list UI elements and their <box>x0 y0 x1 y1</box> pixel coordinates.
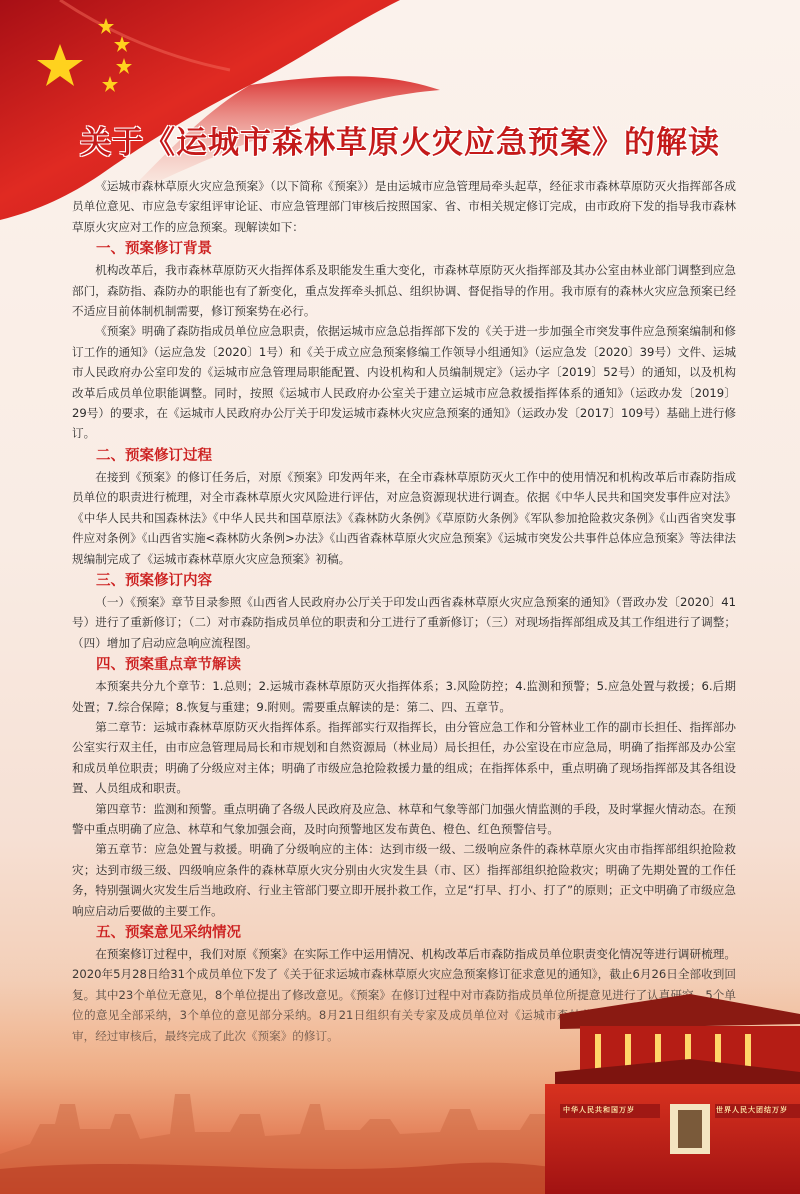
section-paragraph: 第五章节：应急处置与救援。明确了分级响应的主体：达到市级一级、二级响应条件的森林草原火灾由市指挥部组织抢险救灾；达到市级三级、四级响应条件的森林草原火灾分别由火灾发生县（市、区）指挥部组织抢险救灾；明确了先期处置的工作任务，特别强调火灾发生后当地政府、行业主管部门要立即开展扑救工作，立足“打早、打小、打了”的原则；正文中明确了市级应急响应启动后要做的主要工作。 <box>72 842 736 918</box>
tiananmen-gate-icon <box>545 994 800 1194</box>
section-paragraph: 第四章节：监测和预警。重点明确了各级人民政府及应急、林草和气象等部门加强火情监测的手段，及时掌握火情动态。在预警中重点明确了应急、林草和气象加强会商，及时向预警地区发布黄色、橙色、红色预警信号。 <box>72 801 736 836</box>
section-heading: 三、预案修订内容 <box>96 572 212 589</box>
gate-slogan-left: 中华人民共和国万岁 <box>563 1106 635 1114</box>
page-title: 关于《运城市森林草原火灾应急预案》的解读 <box>80 125 720 161</box>
section-heading: 四、预案重点章节解读 <box>96 657 241 674</box>
intro-paragraph: 《运城市森林草原火灾应急预案》（以下简称《预案》）是由运城市应急管理局牵头起草，经征求市森林草原防灭火指挥部各成员单位意见、市应急专家组评审论证、市应急管理部门审核后按照国家、省、市相关规定修订完成，由市政府下发的指导我市森林草原火灾应对工作的应急预案。现解读如下： <box>72 179 736 234</box>
section-paragraph: 在接到《预案》的修订任务后，对原《预案》印发两年来，在全市森林草原防灭火工作中的使用情况和机构改革后市森防指成员单位的职责进行梳理，对全市森林草原火灾风险进行评估，对应急资源现状进行调查。依据《中华人民共和国突发事件应对法》《中华人民共和国森林法》《中华人民共和国草原法》《森林防火条例》《草原防火条例》《军队参加抢险救灾条例》《山西省突发事件应对条例》《山西省实施<森林防火条例>办法》《山西省森林草原火灾应急预案》《运城市突发公共事件总体应急预案》等法律法规编制完成了《运城市森林草原火灾应急预案》初稿。 <box>72 469 736 566</box>
section-paragraph: 本预案共分九个章节：1.总则；2.运城市森林草原防灭火指挥体系；3.风险防控；4.监测和预警；5.应急处置与救援；6.后期处置；7.综合保障；8.恢复与重建；9.附则。需要重点解读的是：第二、四、五章节。 <box>72 679 736 714</box>
section-heading: 五、预案意见采纳情况 <box>96 925 241 941</box>
gate-slogan-right: 世界人民大团结万岁 <box>716 1106 788 1114</box>
section-paragraph: 机构改革后，我市森林草原防灭火指挥体系及职能发生重大变化，市森林草原防灭火指挥部及其办公室由林业部门调整到应急部门，森防指、森防办的职能也有了新变化，重点发挥牵头抓总、组织协调、督促指导的作用。我市原有的森林火灾应急预案已经不适应目前体制机制需要，修订预案势在必行。 <box>72 263 736 319</box>
section-paragraph: （一）《预案》章节目录参照《山西省人民政府办公厅关于印发山西省森林草原火灾应急预案的通知》（晋政办发〔2020〕41号）进行了重新修订；（二）对市森防指成员单位的职责和分工进行了重新修订；（三）对现场指挥部组成及其工作组进行了调整；（四）增加了启动应急响应流程图。 <box>72 594 736 650</box>
section-paragraph: 第二章节：运城市森林草原防灭火指挥体系。指挥部实行双指挥长，由分管应急工作和分管林业工作的副市长担任、指挥部办公室实行双主任，由市应急管理局局长和市规划和自然资源局（林业局）局长担任，办公室设在市应急局，明确了指挥部及办公室和成员单位职责；明确了分级应对主体；明确了市级应急抢险救援力量的组成；在指挥体系中，重点明确了现场指挥部及其各组设置、人员组成和职责。 <box>72 719 736 796</box>
section-paragraph: 《预案》明确了森防指成员单位应急职责，依据运城市应急总指挥部下发的《关于进一步加强全市突发事件应急预案编制和修订工作的通知》（运应急发〔2020〕1号）和《关于成立应急预案修编工作领导小组通知》（运应急发〔2020〕39号）文件、运城市人民政府办公室印发的《运城市应急管理局职能配置、内设机构和人员编制规定》（运办字〔2019〕52号）的通知，以及机构改革后成员单位职能调整。同时，按照《运城市人民政府办公室关于建立运城市应急救援指挥体系的通知》（运政办发〔2019〕29号）的要求，在《运城市人民政府办公厅关于印发运城市森林火灾应急预案的通知》（运政办发〔2017〕109号）基础上进行修订。 <box>72 324 736 441</box>
section-heading: 二、预案修订过程 <box>96 447 212 464</box>
section-heading: 一、预案修订背景 <box>96 241 212 258</box>
document-body <box>72 176 736 1046</box>
skyline-decoration <box>0 954 800 1194</box>
